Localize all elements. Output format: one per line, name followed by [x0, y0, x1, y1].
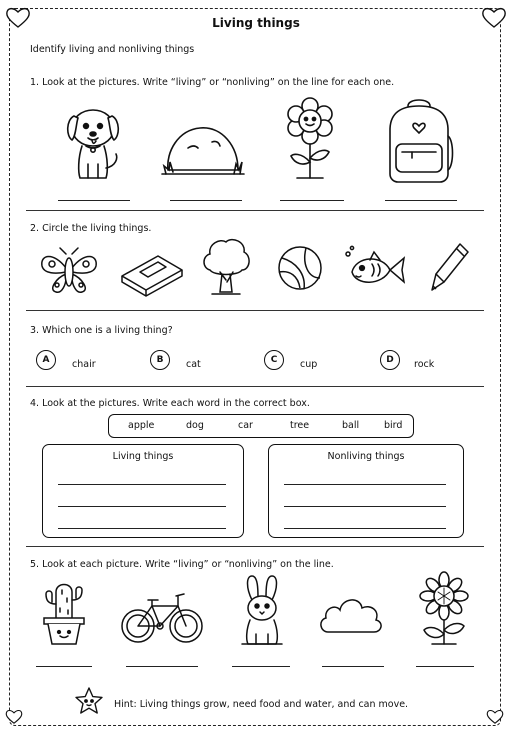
- answer-line[interactable]: [284, 528, 446, 529]
- word-bank-word: apple: [128, 420, 155, 431]
- question-5-text: 5. Look at each picture. Write “living” or “nonliving” on the line.: [30, 559, 334, 570]
- hint-text: Hint: Living things grow, need food and water, and can move.: [114, 699, 409, 710]
- answer-line[interactable]: [232, 666, 290, 667]
- word-bank-word: bird: [384, 420, 403, 431]
- nonliving-things-box-title: Nonliving things: [327, 451, 405, 462]
- answer-line[interactable]: [58, 528, 226, 529]
- answer-line[interactable]: [284, 484, 446, 485]
- book-picture[interactable]: [118, 252, 186, 296]
- option-c-circle[interactable]: C: [264, 350, 284, 370]
- word-bank-word: tree: [290, 420, 310, 431]
- answer-line[interactable]: [416, 666, 474, 667]
- word-bank-word: dog: [186, 420, 204, 431]
- answer-line[interactable]: [58, 200, 130, 201]
- living-things-box-title: Living things: [112, 451, 174, 462]
- ball-picture[interactable]: [276, 244, 324, 292]
- answer-line[interactable]: [126, 666, 198, 667]
- answer-line[interactable]: [58, 484, 226, 485]
- answer-line[interactable]: [170, 200, 242, 201]
- option-c-label: cup: [300, 359, 318, 370]
- word-bank-word: ball: [342, 420, 360, 431]
- cactus-picture: [40, 580, 88, 646]
- pencil-picture[interactable]: [430, 242, 470, 294]
- answer-line[interactable]: [284, 506, 446, 507]
- word-bank-word: car: [238, 420, 253, 431]
- page-title: Living things: [212, 16, 300, 30]
- answer-line[interactable]: [58, 506, 226, 507]
- option-a-circle[interactable]: A: [36, 350, 56, 370]
- nonliving-things-box: [268, 444, 464, 538]
- option-b-label: cat: [186, 359, 201, 370]
- dog-picture: [60, 98, 126, 184]
- answer-line[interactable]: [36, 666, 92, 667]
- cloud-picture: [318, 592, 384, 638]
- section-divider: [26, 310, 484, 311]
- question-4-text: 4. Look at the pictures. Write each word in the correct box.: [30, 398, 310, 409]
- heart-icon: [5, 708, 23, 726]
- section-divider: [26, 546, 484, 547]
- bicycle-picture: [120, 588, 204, 646]
- fish-picture[interactable]: [344, 246, 408, 292]
- heart-icon: [486, 708, 504, 726]
- question-3-text: 3. Which one is a living thing?: [30, 325, 173, 336]
- option-b-circle[interactable]: B: [150, 350, 170, 370]
- question-1-text: 1. Look at the pictures. Write “living” or “nonliving” on the line for each one.: [30, 77, 395, 88]
- answer-line[interactable]: [322, 666, 384, 667]
- instruction: Identify living and nonliving things: [30, 44, 195, 55]
- section-divider: [26, 386, 484, 387]
- rabbit-picture: [238, 574, 286, 646]
- answer-line[interactable]: [280, 200, 344, 201]
- option-d-label: rock: [414, 359, 435, 370]
- star-icon: [74, 686, 104, 716]
- section-divider: [26, 210, 484, 211]
- option-a-label: chair: [72, 359, 96, 370]
- butterfly-picture[interactable]: [38, 248, 100, 298]
- question-2-text: 2. Circle the living things.: [30, 223, 152, 234]
- answer-line[interactable]: [385, 200, 457, 201]
- backpack-picture: [382, 96, 456, 184]
- sunflower-picture: [418, 574, 470, 646]
- option-d-circle[interactable]: D: [380, 350, 400, 370]
- rock-picture: [160, 118, 246, 178]
- tree-picture[interactable]: [200, 236, 252, 298]
- living-things-box: [42, 444, 244, 538]
- flower-picture: [283, 96, 337, 182]
